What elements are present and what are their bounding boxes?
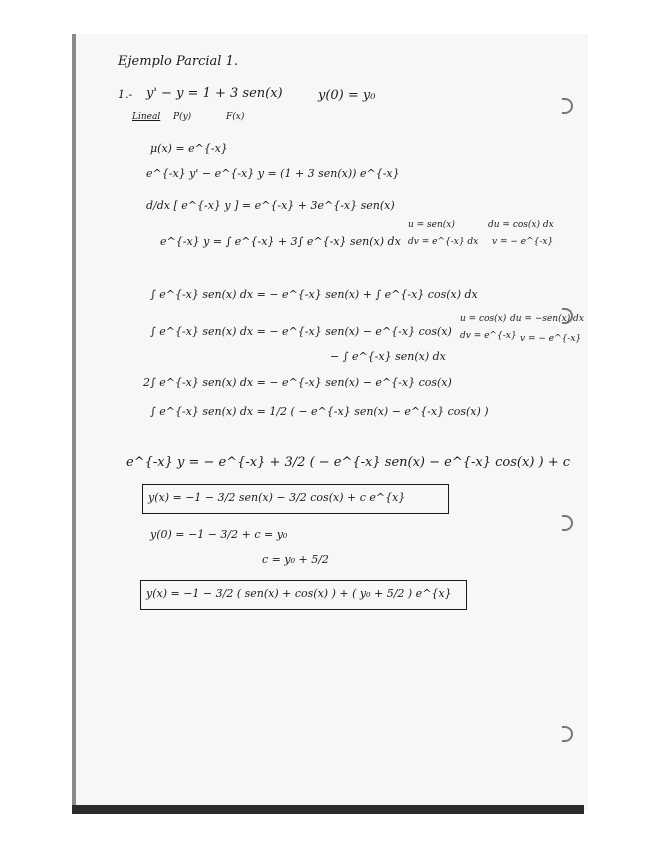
- sub2-u: u = cos(x): [460, 314, 507, 324]
- page-title: Ejemplo Parcial 1.: [118, 54, 238, 69]
- step-parts2a: ∫ e^{-x} sen(x) dx = − e^{-x} sen(x) − e^{-x} cos(x): [150, 325, 452, 338]
- initial-condition: y(0) = y₀: [318, 88, 376, 103]
- sub2-du: du = −sen(x) dx: [510, 314, 584, 324]
- sub1-u: u = sen(x): [408, 220, 455, 230]
- differential-equation: y' − y = 1 + 3 sen(x): [146, 86, 283, 101]
- step-c-value: c = y₀ + 5/2: [262, 553, 329, 566]
- sub2-v: v = − e^{-x}: [520, 334, 582, 344]
- label-py: P(y): [173, 112, 192, 122]
- step-doubled: 2∫ e^{-x} sen(x) dx = − e^{-x} sen(x) − e^{-x} cos(x): [143, 376, 452, 389]
- label-fx: F(x): [226, 112, 245, 122]
- step-parts2b: − ∫ e^{-x} sen(x) dx: [330, 350, 446, 363]
- sub1-v: v = − e^{-x}: [492, 237, 554, 247]
- label-linear: Lineal: [132, 112, 161, 122]
- step-parts1: ∫ e^{-x} sen(x) dx = − e^{-x} sen(x) + ∫ e^{-x} cos(x) dx: [150, 288, 478, 301]
- step-ic-apply: y(0) = −1 − 3/2 + c = y₀: [150, 528, 288, 541]
- step-multiplied: e^{-x} y' − e^{-x} y = (1 + 3 sen(x)) e^{-x}: [146, 167, 400, 180]
- step-mu: μ(x) = e^{-x}: [150, 142, 228, 155]
- problem-number: 1.-: [118, 88, 133, 101]
- step-result-integral: ∫ e^{-x} sen(x) dx = 1/2 ( − e^{-x} sen(x) − e^{-x} cos(x) ): [150, 405, 489, 418]
- sub2-dv: dv = e^{-x}: [460, 331, 517, 341]
- page-bottom-edge: [72, 805, 584, 814]
- sub1-du: du = cos(x) dx: [488, 220, 554, 230]
- sub1-dv: dv = e^{-x} dx: [408, 237, 479, 247]
- boxed-solution-1-text: y(x) = −1 − 3/2 sen(x) − 3/2 cos(x) + c e^{x}: [148, 491, 406, 504]
- step-general: e^{-x} y = − e^{-x} + 3/2 ( − e^{-x} sen(x) − e^{-x} cos(x) ) + c: [126, 455, 571, 470]
- boxed-solution-2-text: y(x) = −1 − 3/2 ( sen(x) + cos(x) ) + ( y₀ + 5/2 ) e^{x}: [146, 587, 452, 600]
- step-integral: e^{-x} y = ∫ e^{-x} + 3∫ e^{-x} sen(x) dx: [160, 235, 401, 248]
- step-derivative: d/dx [ e^{-x} y ] = e^{-x} + 3e^{-x} sen(x): [146, 199, 395, 212]
